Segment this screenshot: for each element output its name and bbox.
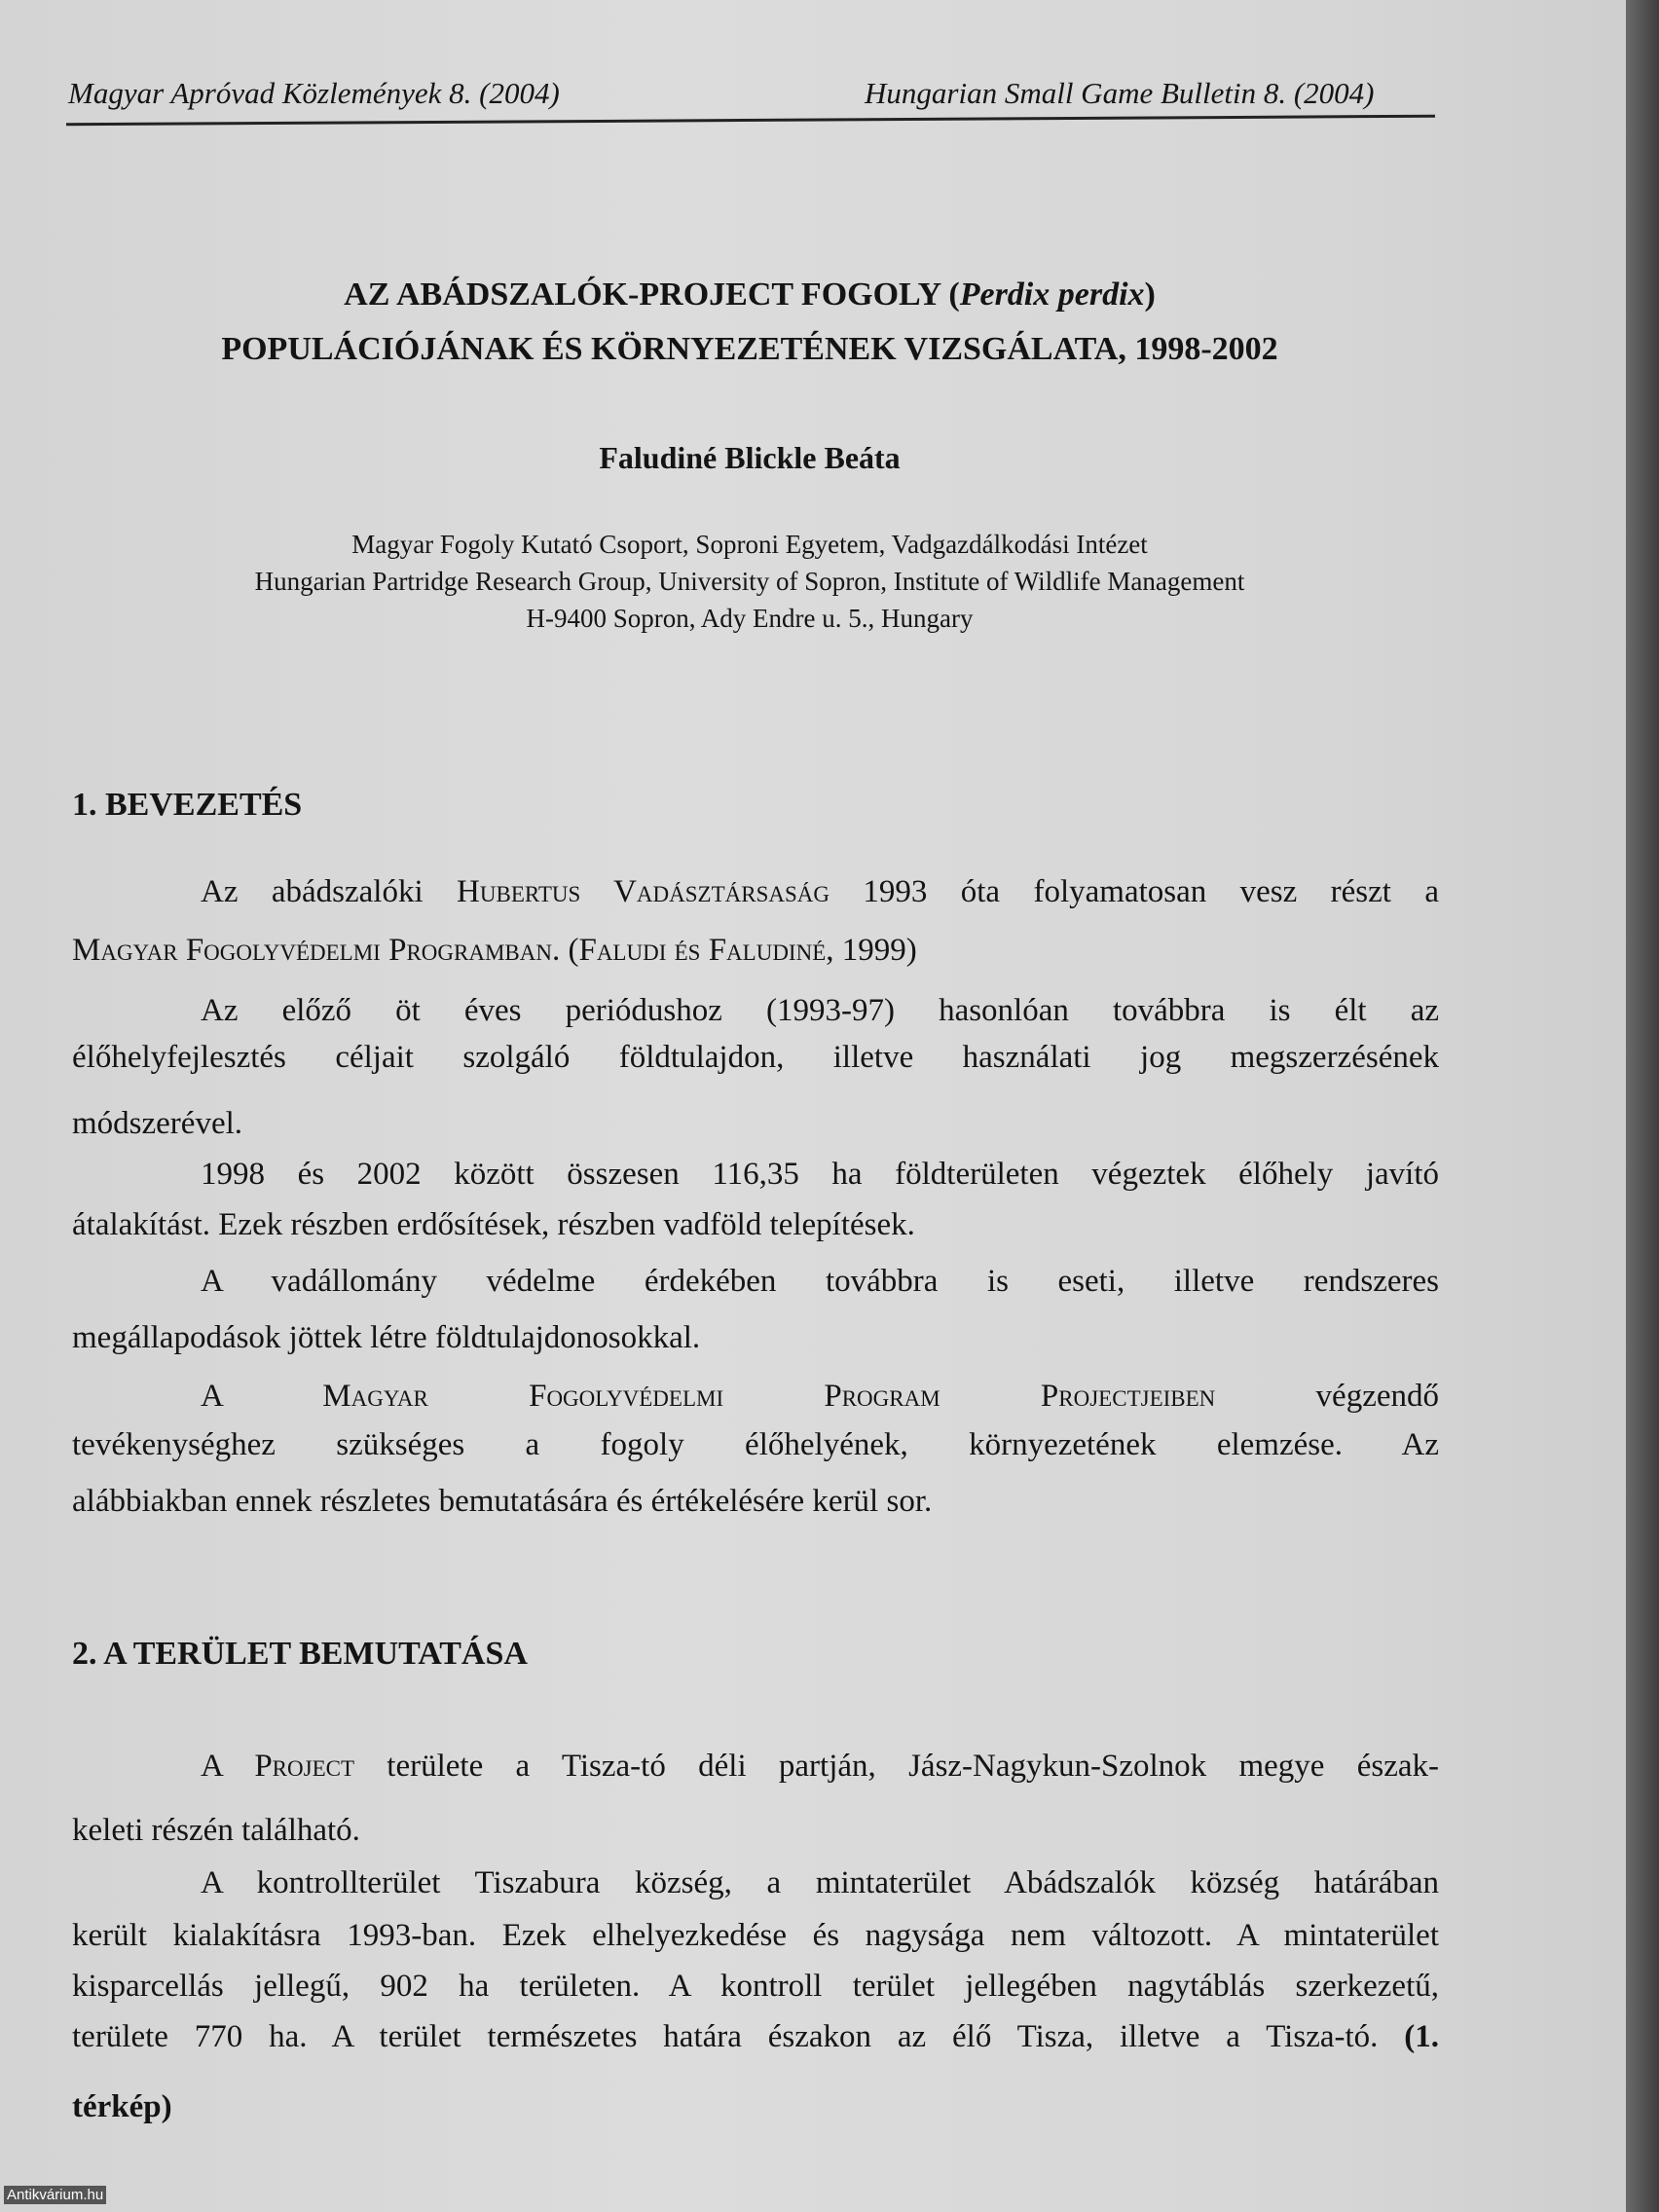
section-heading-2: 2. A TERÜLET BEMUTATÁSA xyxy=(72,1636,528,1672)
text-line xyxy=(72,1040,1439,1076)
text-segment: A xyxy=(201,1379,323,1414)
text-line xyxy=(72,993,1439,1029)
text-segment: Az előző öt éves periódushoz (1993-97) hasonlóan továbbra is élt az xyxy=(201,993,1439,1028)
text-segment: megállapodások jöttek létre földtulajdonosokkal. xyxy=(72,1320,701,1355)
text-segment: Magyar Fogolyvédelmi Program Projectjeiben xyxy=(322,1379,1216,1414)
header-rule xyxy=(66,115,1435,127)
text-segment: került kialakításra 1993-ban. Ezek elhelyezkedése és nagysága nem változott. A mintaterület xyxy=(72,1918,1439,1953)
author: Faludiné Blickle Beáta xyxy=(599,440,901,475)
text-segment: térkép) xyxy=(72,2089,172,2124)
title-text: ) xyxy=(1144,276,1156,313)
text-segment: keleti részén található. xyxy=(72,1813,360,1848)
text-segment: (1. xyxy=(1404,2019,1439,2054)
text-segment: , 1999) xyxy=(826,933,917,968)
affiliation-hu: Magyar Fogoly Kutató Csoport, Soproni Egyetem, Vadgazdálkodási Intézet xyxy=(351,530,1148,559)
text-segment: Project xyxy=(254,1749,355,1784)
text-segment: 1998 és 2002 között összesen 116,35 ha földterületen végeztek élőhely javító xyxy=(201,1157,1439,1192)
text-segment: tevékenységhez szükséges a fogoly élőhelyének, környezetének elemzése. Az xyxy=(72,1427,1439,1462)
title-text: AZ ABÁDSZALÓK-PROJECT FOGOLY ( xyxy=(344,276,960,313)
text-line xyxy=(72,1320,1439,1356)
text-segment: kisparcellás jellegű, 902 ha területen. A kontroll terület jellegében nagytáblás szerkezetű, xyxy=(72,1969,1439,2004)
text-line xyxy=(72,1484,1439,1520)
text-segment: A vadállomány védelme érdekében továbbra is eseti, illetve rendszeres xyxy=(201,1264,1439,1299)
title-line-2: POPULÁCIÓJÁNAK ÉS KÖRNYEZETÉNEK VIZSGÁLATA, 1998-2002 xyxy=(221,331,1278,367)
text-segment: Faludi és Faludiné xyxy=(578,933,827,968)
affiliation-en: Hungarian Partridge Research Group, University of Sopron, Institute of Wildlife Management xyxy=(254,567,1245,596)
text-segment: A kontrollterület Tiszabura község, a mintaterület Abádszalók község határában xyxy=(201,1865,1439,1900)
text-line xyxy=(72,1813,1439,1849)
text-segment: alábbiakban ennek részletes bemutatására és értékelésére kerül sor. xyxy=(72,1484,933,1519)
text-segment: A xyxy=(201,1749,255,1784)
text-line xyxy=(72,1865,1439,1901)
text-line xyxy=(72,1918,1439,1954)
text-line xyxy=(72,1427,1439,1463)
text-segment: élőhelyfejlesztés céljait szolgáló földtulajdon, illetve használati jog megszerzésének xyxy=(72,1040,1439,1075)
text-line xyxy=(72,1969,1439,2005)
text-segment: módszerével. xyxy=(72,1106,243,1141)
affiliation-address: H-9400 Sopron, Ady Endre u. 5., Hungary xyxy=(526,604,974,633)
text-line xyxy=(72,1157,1439,1193)
text-line xyxy=(72,1207,1439,1243)
text-segment: területe a Tisza-tó déli partján, Jász-Nagykun-Szolnok megye észak- xyxy=(354,1749,1440,1784)
running-header-left: Magyar Apróvad Közlemények 8. (2004) xyxy=(68,76,560,110)
page-edge-shadow xyxy=(1626,0,1659,2212)
text-segment: 1993 óta folyamatosan vesz részt a xyxy=(829,874,1439,909)
section-heading-1: 1. BEVEZETÉS xyxy=(72,787,303,823)
text-segment: Hubertus Vadásztársaság xyxy=(457,874,830,909)
text-segment: ( xyxy=(560,933,579,968)
text-line xyxy=(72,1379,1439,1415)
running-header-right: Hungarian Small Game Bulletin 8. (2004) xyxy=(865,76,1375,110)
title-line-1 xyxy=(0,276,1499,313)
text-segment: átalakítást. Ezek részben erdősítések, részben vadföld telepítések. xyxy=(72,1207,915,1242)
text-segment: Az abádszalóki xyxy=(201,874,458,909)
text-segment: Magyar Fogolyvédelmi Programban. xyxy=(72,933,561,968)
text-line xyxy=(72,2019,1439,2055)
species-name: Perdix perdix xyxy=(959,276,1145,313)
text-line xyxy=(72,1264,1439,1300)
watermark: Antikvárium.hu xyxy=(4,2186,106,2204)
text-line xyxy=(72,933,1439,969)
text-segment: végzendő xyxy=(1215,1379,1439,1414)
text-line xyxy=(72,874,1439,910)
text-segment: területe 770 ha. A terület természetes határa északon az élő Tisza, illetve a Tisza-tó. xyxy=(72,2019,1405,2054)
text-line xyxy=(72,1749,1439,1785)
text-line xyxy=(72,1106,1439,1142)
text-line xyxy=(72,2089,1439,2125)
